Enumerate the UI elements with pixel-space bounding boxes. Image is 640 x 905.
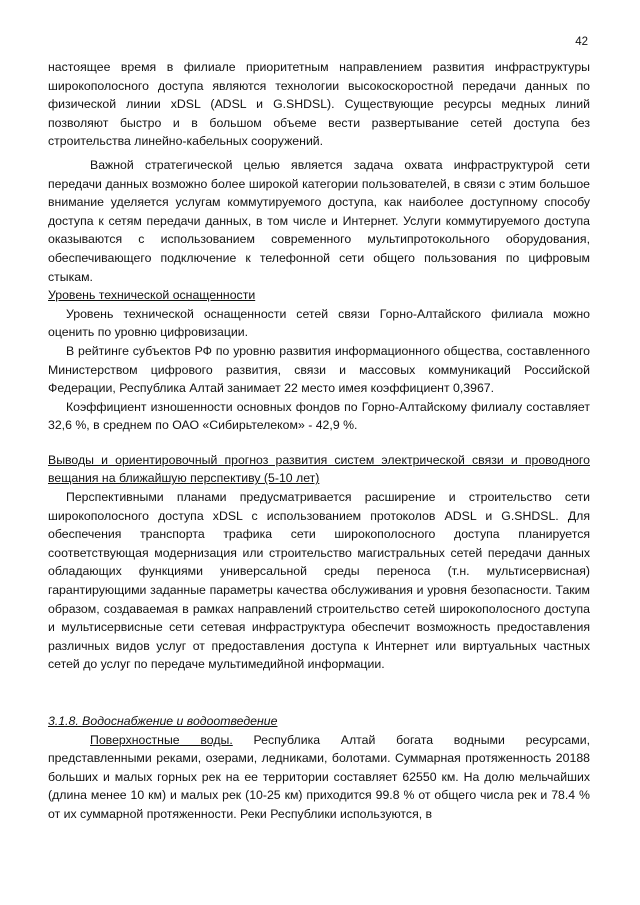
surface-water-text: Республика Алтай богата водными ресурсами, представленными реками, озерами, ледниками, болотами. Суммарная протяженность 20188 больших и малых горных рек на ее территории составляет 62550 км. На долю мельчайших (длина менее 10 км) и малых рек (10-25 км) приходится 99.8 % от общего числа рек и 78.4 % от их суммарной протяженности. Реки Республики используются, в: [48, 732, 590, 821]
surface-water-lead: Поверхностные воды.: [90, 732, 233, 747]
paragraph-rating: В рейтинге субъектов РФ по уровню развития информационного общества, составленного Министерством цифрового развития, связи и массовых коммуникаций Российской Федерации, Республика Алтай занимает 22 место имея коэффициент 0,3967.: [48, 343, 590, 396]
paragraph-xdsl: настоящее время в филиале приоритетным направлением развития инфраструктуры широкополосного доступа являются технологии высокоскоростной передачи данных по физической линии xDSL (ADSL и G.SHDSL). Существующие ресурсы медных линий позволяют быстро и в большом объеме вести развертывание сетей доступа без строительства линейно-кабельных сооружений.: [48, 60, 590, 149]
paragraph-plans: Перспективными планами предусматривается расширение и строительство сети широкополосного доступа xDSL с использованием протоколов ADSL и G.SHDSL. Для обеспечения транспорта трафика сети широкополосного доступа планируется соответствующая модернизация или строительство магистральных сетей передачи данных обладающих функциями универсальной среды переноса (т.н. мультисервисная) гарантирующими заданные параметры качества обслуживания и уровня безопасности. Таким образом, создаваемая в рамках направлений строительство сетей широкополосного доступа и мультисервисные сети сетевая инфраструктура обеспечит возможность предоставления различных видов услуг от предоставления доступа к Интернет или виртуальных частных сетей до услуг по передаче мультимедийной информации.: [48, 490, 590, 672]
heading-technical-equipment: Уровень технической оснащенности: [48, 288, 256, 303]
paragraph-dialup: Важной стратегической целью является задача охвата инфраструктурой сети передачи данных возможно более широкой категории пользователей, в связи с этим большое внимание уделяется услугам коммутируемого доступа, как наиболее доступному способу доступа к сетям передачи данных, в том числе и Интернет. Услуги коммутируемого доступа оказываются с использованием современного мультипротокольного оборудования, обеспечивающего подключение к телефонной сети общего пользования по цифровым стыкам.: [48, 157, 590, 284]
section-heading-water-supply: 3.1.8. Водоснабжение и водоотведение: [48, 714, 278, 728]
paragraph-wear-coefficient: Коэффициент изношенности основных фондов по Горно-Алтайскому филиалу составляет 32,6 %, в среднем по ОАО «Сибирьтелеком» - 42,9 %.: [48, 399, 590, 433]
page-number: 42: [575, 36, 588, 48]
paragraph-surface-water: [48, 731, 590, 824]
heading-forecast: Выводы и ориентировочный прогноз развития систем электрической связи и проводного вещания на ближайшую перспективу (5-10 лет): [48, 452, 590, 486]
document-body: [48, 58, 590, 824]
paragraph-digitalization: Уровень технической оснащенности сетей связи Горно-Алтайского филиала можно оценить по уровню цифровизации.: [48, 306, 590, 340]
